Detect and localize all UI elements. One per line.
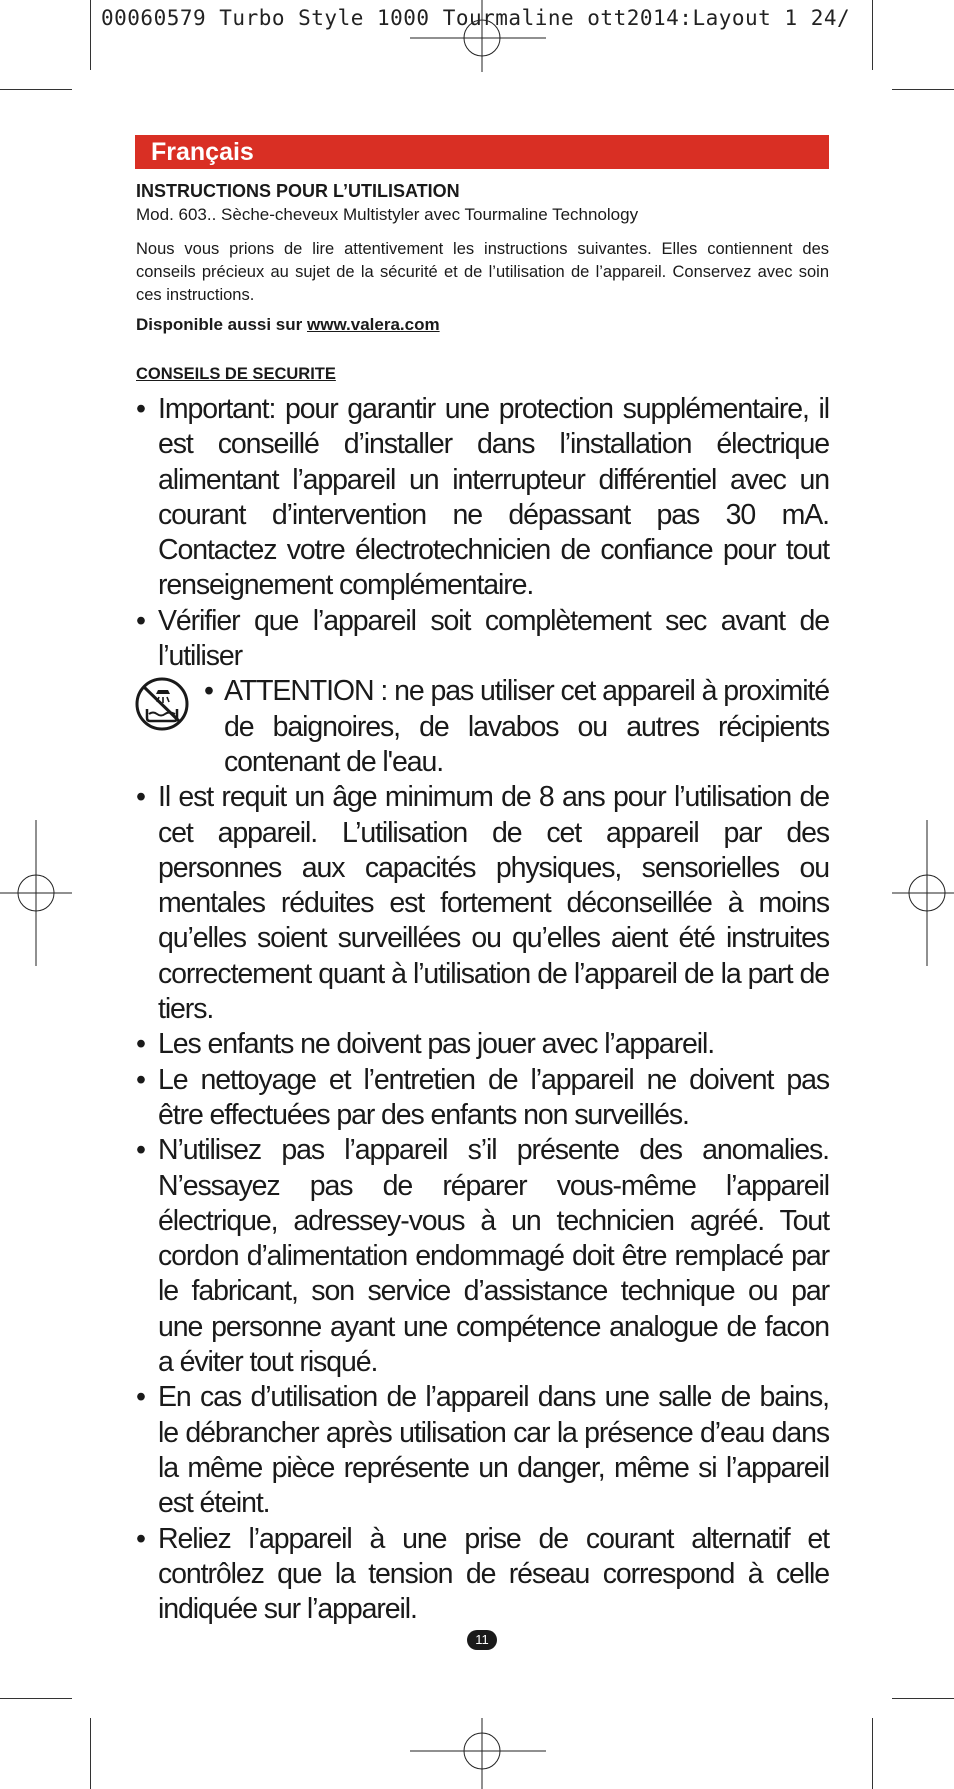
page-number: 11 <box>467 1630 497 1650</box>
section-title: CONSEILS DE SECURITE <box>136 365 336 383</box>
list-item-warning <box>136 674 829 780</box>
list-item-text: Important: pour garantir une protection supplémentaire, il est conseillé d’installer dans l’installation électrique alimentant l’appareil un interrupteur différentiel avec un courant d’intervention ne dépassant pas 30 mA. Contactez votre électrotechnicien de confiance pour tout renseignement complémentaire. <box>158 393 829 602</box>
availability-line <box>136 315 829 335</box>
bullet-glyph: • <box>136 1063 145 1096</box>
intro-paragraph: Nous vous prions de lire attentivement les instructions suivantes. Elles contiennent des conseils précieux au sujet de la sécurité et de l’utilisation de l’appareil. Conservez avec soin ces instructions. <box>136 240 829 304</box>
list-item <box>136 392 829 604</box>
list-item <box>136 1380 829 1521</box>
website-link[interactable]: www.valera.com <box>307 315 440 334</box>
list-item-text: Il est requit un âge minimum de 8 ans pour l’utilisation de cet appareil. L’utilisation de cet appareil par des personnes aux capacités physiques, sensorielles ou mentales réduites est fortement déconseillée à moins qu’elles soient surveillées ou qu’elles aient été instruites correctement quant à l’utilisation de l’appareil de la part de tiers. <box>158 781 829 1026</box>
list-item <box>136 1063 829 1134</box>
bullet-glyph: • <box>136 781 145 814</box>
bullet-glyph: • <box>136 604 145 637</box>
crop-mark-top-left-v <box>90 0 91 70</box>
list-item-text: Vérifier que l’appareil soit complètement sec avant de l’utiliser <box>158 604 829 673</box>
language-header: Français <box>135 135 829 169</box>
bullet-glyph: • <box>136 1381 145 1414</box>
crop-mark-top-left-h <box>0 89 72 90</box>
list-item <box>136 1133 829 1380</box>
model-line: Mod. 603.. Sèche-cheveux Multistyler avec Tourmaline Technology <box>136 205 639 224</box>
crop-mark-bottom-left-h <box>0 1698 72 1699</box>
registration-mark-right <box>892 820 954 966</box>
list-item <box>136 604 829 675</box>
crop-mark-bottom-left-v <box>90 1718 91 1789</box>
no-water-bath-icon <box>134 676 190 732</box>
list-item <box>136 780 829 1027</box>
print-slug: 00060579 Turbo Style 1000 Tourmaline ott2014:Layout 1 24/ <box>101 6 851 30</box>
bullet-glyph: • <box>204 675 213 708</box>
list-item <box>136 1027 829 1062</box>
list-item-text: Reliez l’appareil à une prise de courant alternatif et contrôlez que la tension de réseau correspond à celle indiquée sur l’appareil. <box>158 1522 829 1626</box>
safety-list <box>136 392 829 1627</box>
list-item-text: En cas d’utilisation de l’appareil dans une salle de bains, le débrancher après utilisation car la présence d’eau dans la même pièce représente un danger, même si l’appareil est éteint. <box>158 1381 829 1520</box>
crop-mark-bottom-right-v <box>872 1718 873 1789</box>
registration-mark-bottom <box>410 1718 546 1789</box>
bullet-glyph: • <box>136 393 145 425</box>
list-item-text: Le nettoyage et l’entretien de l’appareil ne doivent pas être effectuées par des enfants non surveillés. <box>158 1063 829 1131</box>
crop-mark-bottom-right-h <box>892 1698 954 1699</box>
list-item <box>136 1522 829 1628</box>
bullet-glyph: • <box>136 1028 145 1061</box>
list-item-text: Les enfants ne doivent pas jouer avec l’appareil. <box>158 1028 715 1061</box>
crop-mark-top-right-v <box>872 0 873 70</box>
document-body <box>136 180 829 1627</box>
registration-mark-left <box>0 820 72 966</box>
document-title: INSTRUCTIONS POUR L’UTILISATION <box>136 181 460 201</box>
bullet-glyph: • <box>136 1522 145 1555</box>
bullet-glyph: • <box>136 1134 145 1167</box>
list-item-text: N’utilisez pas l’appareil s’il présente des anomalies. N’essayez pas de réparer vous-même l’appareil électrique, adressey-vous à un technicien agréé. Tout cordon d’alimentation endommagé doit être remplacé par le fabricant, son service d’assistance technique ou par une personne ayant une compétence analogue de facon a éviter tout risqué. <box>158 1134 829 1379</box>
list-item-text: ATTENTION : ne pas utiliser cet appareil à proximité de baignoires, de lavabos ou autres récipients contenant de l'eau. <box>224 675 829 778</box>
registration-mark-top <box>410 0 546 72</box>
availability-prefix: Disponible aussi sur <box>136 315 307 334</box>
crop-mark-top-right-h <box>892 89 954 90</box>
